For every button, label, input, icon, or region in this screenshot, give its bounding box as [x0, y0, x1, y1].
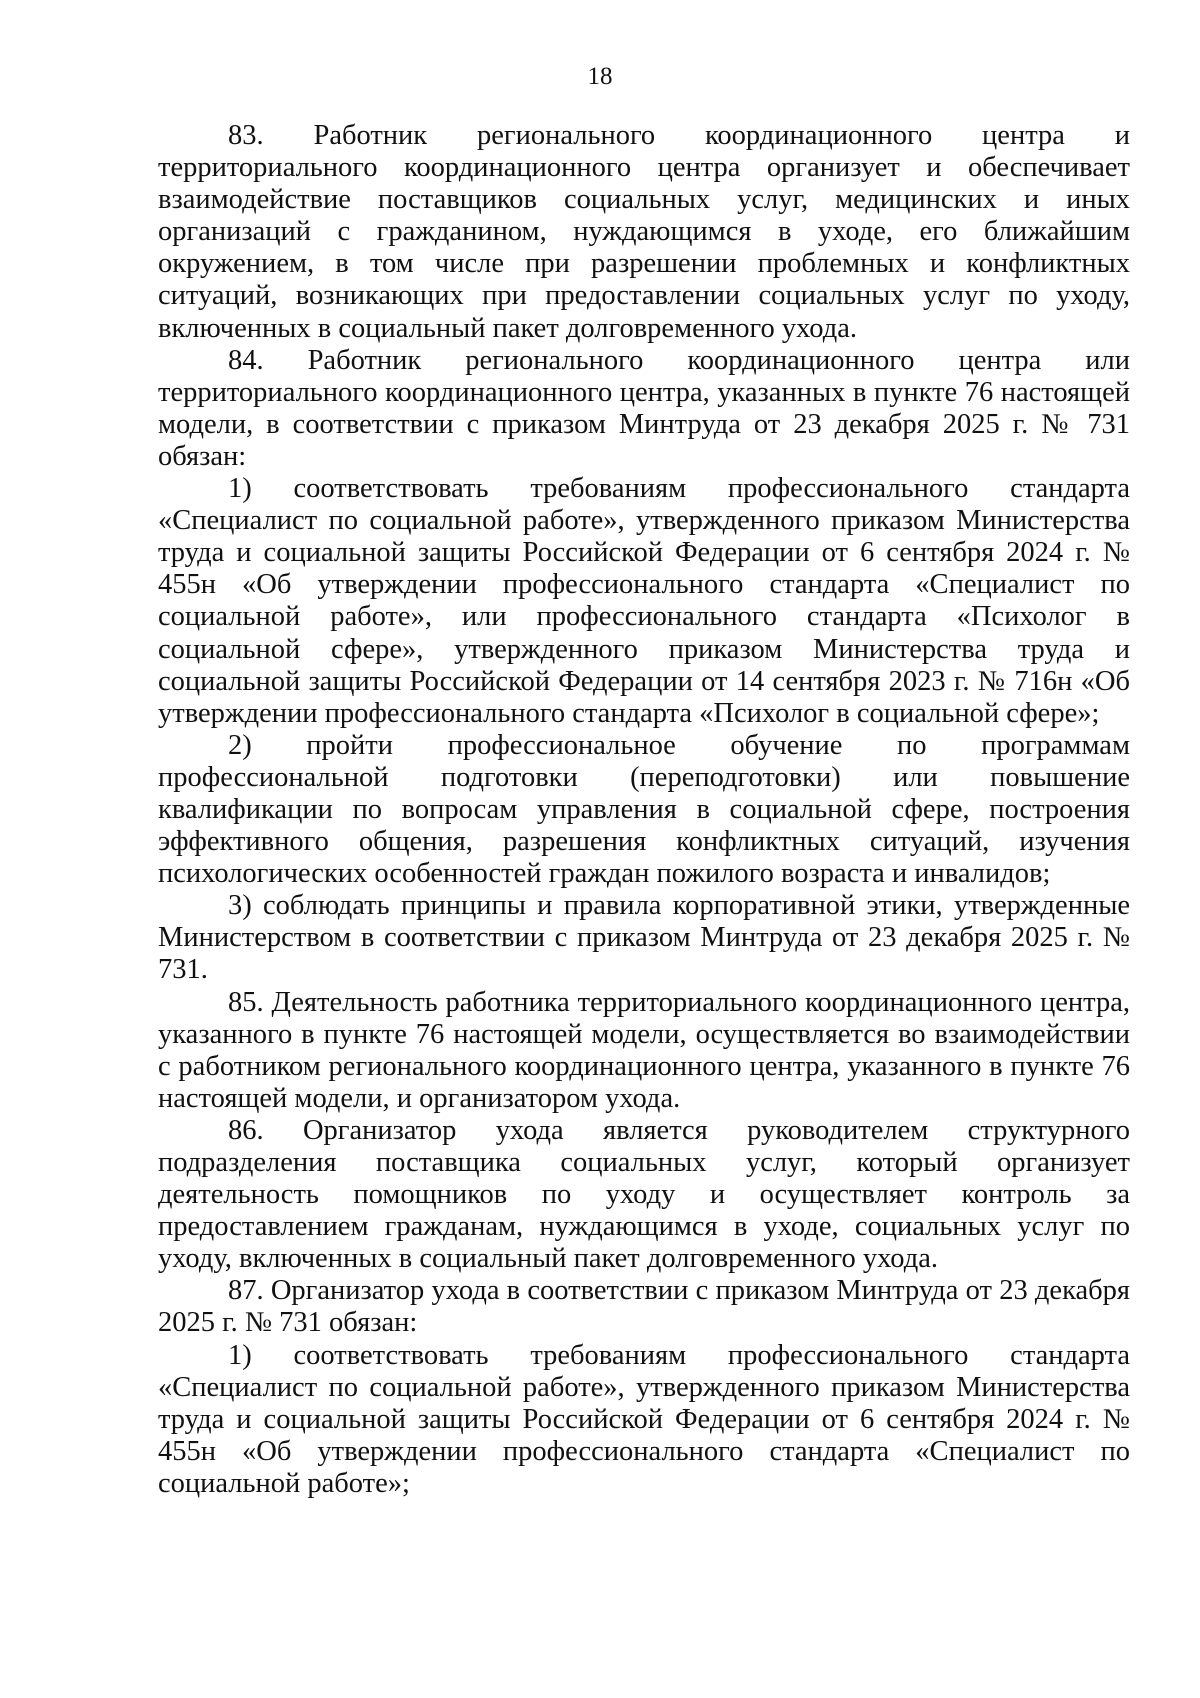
document-body: [158, 120, 1130, 1500]
page-number: 18: [587, 63, 613, 90]
paragraph-84-item-3: 3) соблюдать принципы и правила корпоративной этики, утвержденные Министерством в соответствии с приказом Минтруда от 23 декабря 2025 г. № 731.: [158, 890, 1130, 986]
paragraph-86: 86. Организатор ухода является руководителем структурного подразделения поставщика социальных услуг, который организует деятельность помощников по уходу и осуществляет контроль за предоставлением гражданам, нуждающимся в уходе, социальных услуг по уходу, включенных в социальный пакет долговременного ухода.: [158, 1114, 1130, 1275]
paragraph-85: 85. Деятельность работника территориального координационного центра, указанного в пункте 76 настоящей модели, осуществляется во взаимодействии с работником регионального координационного центра, указанного в пункте 76 настоящей модели, и организатором ухода.: [158, 986, 1130, 1114]
paragraph-83: 83. Работник регионального координационного центра и территориального координационного центра организует и обеспечивает взаимодействие поставщиков социальных услуг, медицинских и иных организаций с гражданином, нуждающимся в уходе, его ближайшим окружением, в том числе при разрешении проблемных и конфликтных ситуаций, возникающих при предоставлении социальных услуг по уходу, включенных в социальный пакет долговременного ухода.: [158, 120, 1130, 344]
paragraph-84-item-2: 2) пройти профессиональное обучение по программам профессиональной подготовки (переподготовки) или повышение квалификации по вопросам управления в социальной сфере, построения эффективного общения, разрешения конфликтных ситуаций, изучения психологических особенностей граждан пожилого возраста и инвалидов;: [158, 729, 1130, 890]
paragraph-84-item-1: 1) соответствовать требованиям профессионального стандарта «Специалист по социальной работе», утвержденного приказом Министерства труда и социальной защиты Российской Федерации от 6 сентября 2024 г. № 455н «Об утверждении профессионального стандарта «Специалист по социальной работе», или профессионального стандарта «Психолог в социальной сфере», утвержденного приказом Министерства труда и социальной защиты Российской Федерации от 14 сентября 2023 г. № 716н «Об утверждении профессионального стандарта «Психолог в социальной сфере»;: [158, 473, 1130, 729]
paragraph-87-item-1: 1) соответствовать требованиям профессионального стандарта «Специалист по социальной работе», утвержденного приказом Министерства труда и социальной защиты Российской Федерации от 6 сентября 2024 г. № 455н «Об утверждении профессионального стандарта «Специалист по социальной работе»;: [158, 1339, 1130, 1499]
paragraph-84: 84. Работник регионального координационного центра или территориального координационного центра, указанных в пункте 76 настоящей модели, в соответствии с приказом Минтруда от 23 декабря 2025 г. № 731 обязан:: [158, 344, 1130, 472]
paragraph-87: 87. Организатор ухода в соответствии с приказом Минтруда от 23 декабря 2025 г. № 731 обязан:: [158, 1275, 1130, 1339]
